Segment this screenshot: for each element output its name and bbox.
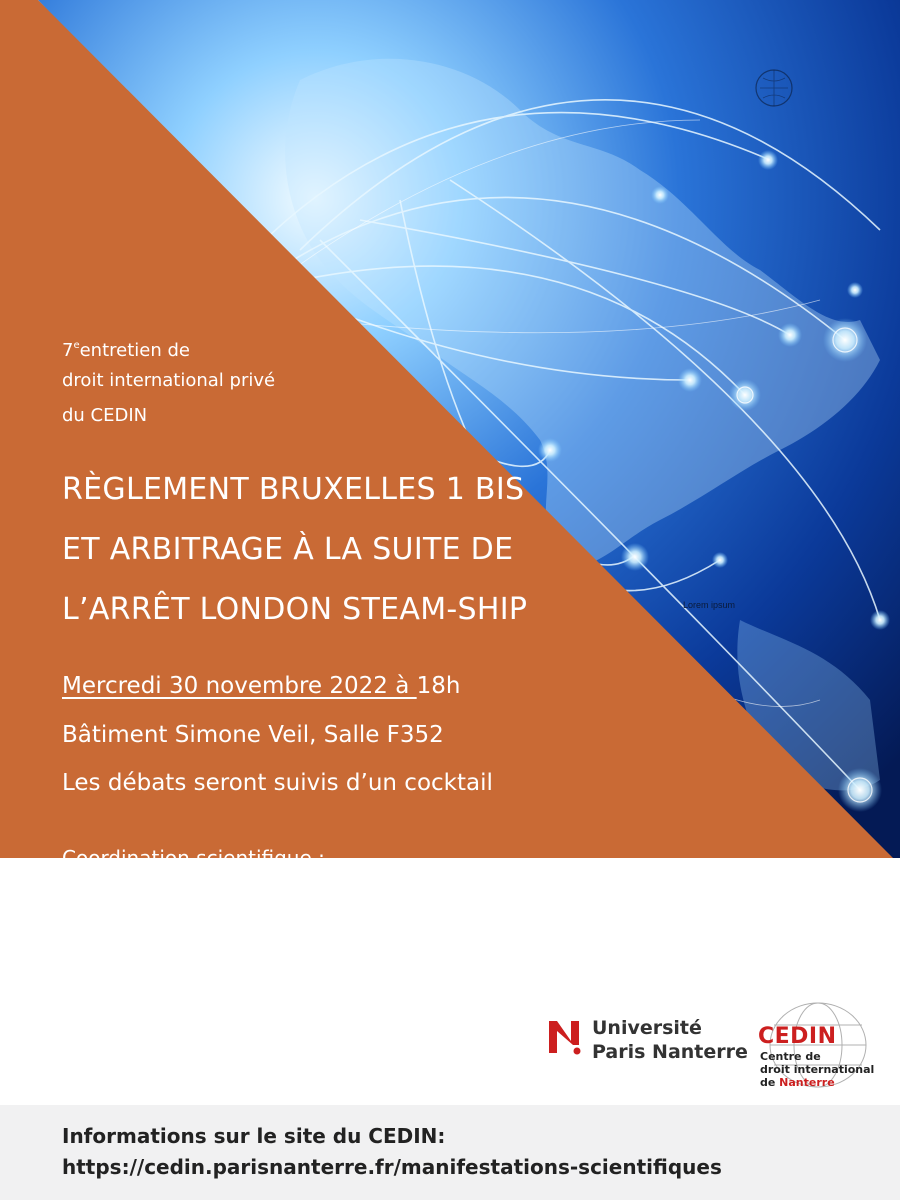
university-logo-icon — [545, 1015, 587, 1057]
cedin-subtitle — [760, 1050, 874, 1089]
footer-url[interactable]: https://cedin.parisnanterre.fr/manifestations-scientifiques — [62, 1155, 722, 1179]
event-date — [62, 673, 461, 699]
event-date-text: Mercredi 30 novembre 2022 à — [62, 673, 417, 699]
cedin-subtitle-line-3: de Nanterre — [760, 1076, 835, 1089]
university-name-line-2: Paris Nanterre — [592, 1041, 748, 1063]
edition-line: 7eentretien de — [62, 340, 190, 361]
cedin-subtitle-line-2: droit international — [760, 1063, 875, 1076]
university-name — [592, 1016, 748, 1064]
image-caption: Lorem ipsum — [683, 600, 736, 610]
coordination-names: Rebecca Legendre et Marie Nioche — [62, 878, 411, 902]
intro-line-2: droit international privé — [62, 370, 276, 391]
intro-line-3: du CEDIN — [62, 405, 148, 426]
event-cocktail: Les débats seront suivis d’un cocktail — [62, 770, 493, 796]
event-title-line-3: L’ARRÊT LONDON STEAM-SHIP — [62, 592, 528, 627]
registration-label: Inscription : — [62, 936, 180, 960]
event-location: Bâtiment Simone Veil, Salle F352 — [62, 722, 444, 748]
corner-globe-logo — [752, 66, 796, 110]
cedin-name: CEDIN — [758, 1024, 837, 1049]
event-time: 18h — [416, 673, 461, 699]
registration-email[interactable]: carmen.tudor@parisnanterre.fr — [62, 970, 375, 994]
footer-label: Informations sur le site du CEDIN: — [62, 1124, 446, 1148]
cedin-subtitle-line-1: Centre de — [760, 1050, 821, 1063]
footer-bar — [0, 1105, 900, 1200]
event-title-line-2: ET ARBITRAGE À LA SUITE DE — [62, 532, 514, 567]
event-title-line-1: RÈGLEMENT BRUXELLES 1 BIS — [62, 472, 525, 507]
university-name-line-1: Université — [592, 1017, 702, 1039]
coordination-label: Coordination scientifique : — [62, 846, 325, 870]
